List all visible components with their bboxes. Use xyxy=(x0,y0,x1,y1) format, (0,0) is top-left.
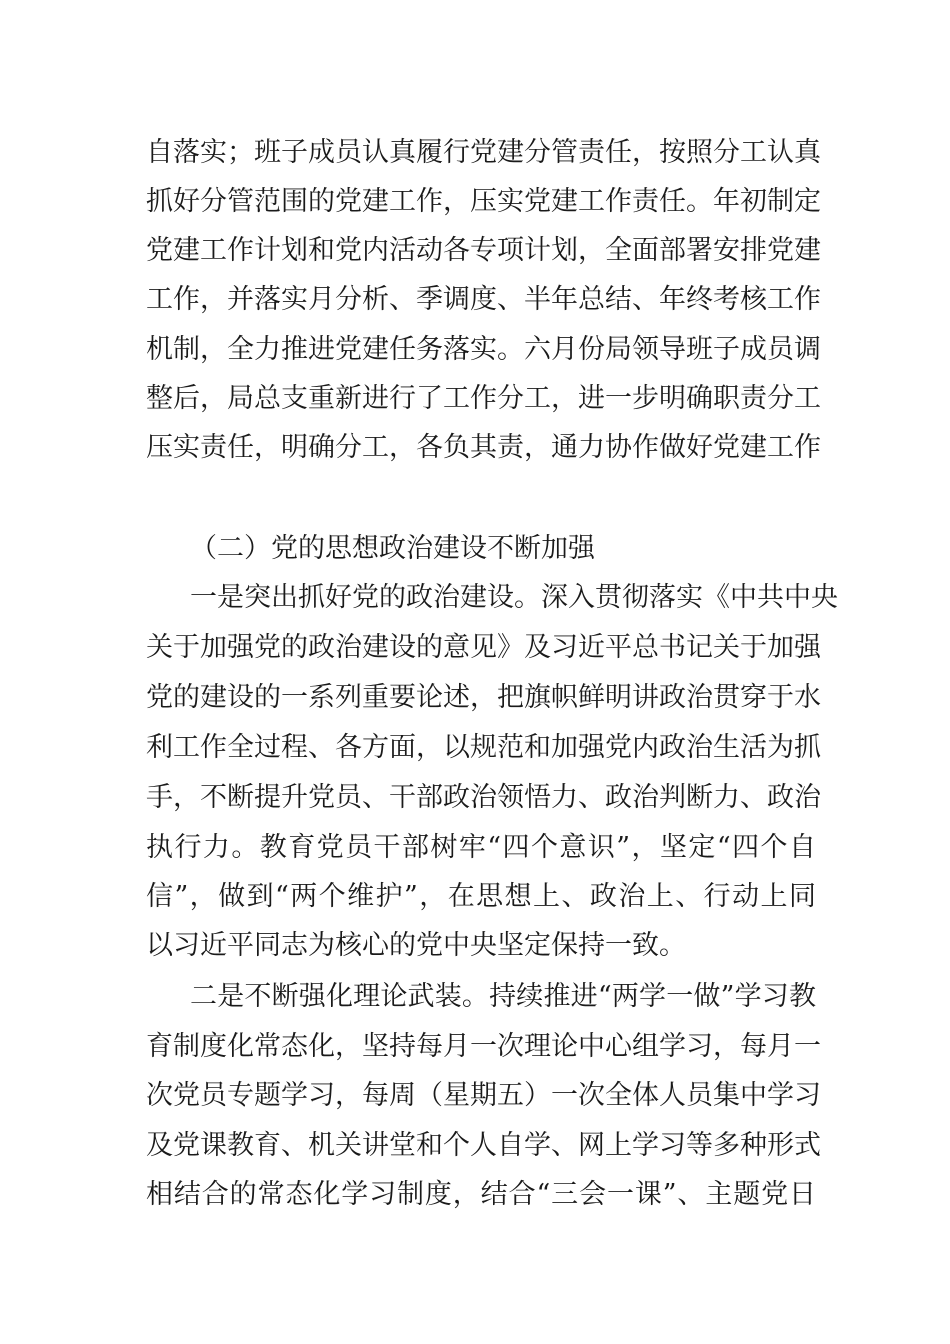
paragraph-line: 工作，并落实月分析、季调度、半年总结、年终考核工作 xyxy=(146,284,821,315)
paragraph-line: 手，不断提升党员、干部政治领悟力、政治判断力、政治 xyxy=(146,782,821,813)
paragraph-line: 二是不断强化理论武装。持续推进“两学一做”学习教 xyxy=(190,981,816,1012)
paragraph-line: 抓好分管范围的党建工作，压实党建工作责任。年初制定 xyxy=(146,186,821,217)
paragraph-line: 以习近平同志为核心的党中央坚定保持一致。 xyxy=(146,930,686,961)
paragraph-line: 压实责任，明确分工，各负其责，通力协作做好党建工作 xyxy=(146,432,821,463)
paragraph-line: 次党员专题学习，每周（星期五）一次全体人员集中学习 xyxy=(146,1080,821,1111)
paragraph-line: 关于加强党的政治建设的意见》及习近平总书记关于加强 xyxy=(146,632,821,663)
paragraph-line: 一是突出抓好党的政治建设。深入贯彻落实《中共中央 xyxy=(190,582,838,613)
section-heading: （二）党的思想政治建设不断加强 xyxy=(190,533,595,564)
paragraph-line: 相结合的常态化学习制度，结合“三会一课”、主题党日 xyxy=(146,1179,816,1210)
paragraph-line: 机制，全力推进党建任务落实。六月份局领导班子成员调 xyxy=(146,334,821,365)
paragraph-line: 党建工作计划和党内活动各专项计划，全面部署安排党建 xyxy=(146,235,821,266)
paragraph-line: 育制度化常态化，坚持每月一次理论中心组学习，每月一 xyxy=(146,1031,821,1062)
paragraph-line: 党的建设的一系列重要论述，把旗帜鲜明讲政治贯穿于水 xyxy=(146,682,821,713)
paragraph-line: 整后，局总支重新进行了工作分工，进一步明确职责分工 xyxy=(146,383,821,414)
paragraph-line: 利工作全过程、各方面，以规范和加强党内政治生活为抓 xyxy=(146,732,821,763)
paragraph-line: 自落实；班子成员认真履行党建分管责任，按照分工认真 xyxy=(146,137,821,168)
paragraph-line: 信”，做到“两个维护”，在思想上、政治上、行动上同 xyxy=(146,881,816,912)
paragraph-line: 执行力。教育党员干部树牢“四个意识”，坚定“四个自 xyxy=(146,832,816,863)
paragraph-line: 及党课教育、机关讲堂和个人自学、网上学习等多种形式 xyxy=(146,1130,821,1161)
